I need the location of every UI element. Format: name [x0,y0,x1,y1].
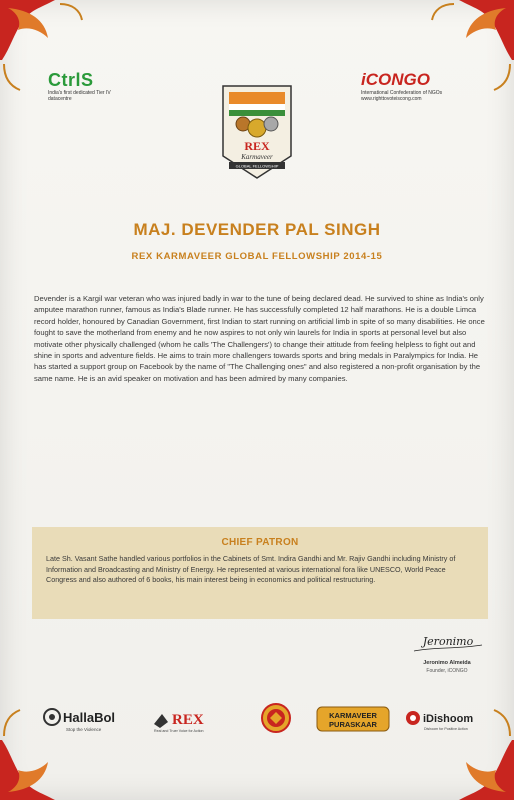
ctrls-logo [48,70,118,102]
ctrls-logo-tagline: India's first dedicated Tier IV datacentre [48,90,111,102]
icongo-logo [361,70,476,102]
signatory-role: Founder, iCONGO [426,668,468,674]
citation-text: Devender is a Kargil war veteran who was injured badly in war to the tune of being declared dead. He survived to shine as India's only amputee marathon runner, famous as India's Blade runner. He has successfully completed 12 half marathons. He is a double Limca record holder, honoured by Canadian Government, first Indian to start running on artificial limb in spite of so many disabilities. He once fought to save the motherland from enemy and he now aspires to not only win laurels for India in sports at personal level but also motivate other physically challenged (whom he calls 'The Challengers') to change their attitude from feeling helpless to fight out and shine in sports and adventure fields. He aims to train more challengers towards sports and bring medals in Paralympics for India. He has started a support group on Facebook by the name of "The Challenging ones" and also registered a non-profit organisation by the same name. He is an avid speaker on motivation and has been admired by many companies. [34,294,485,383]
signature-script: Jeronimo [422,635,474,648]
hallabol-tagline: Stop the Violence [66,727,102,732]
karma-line1: KARMAVEER [329,711,377,720]
signature [408,627,488,657]
emblem-name: Karmaveer [241,153,273,161]
round-badge-logo [252,702,300,736]
karmaveer-puraskaar-logo [316,702,390,736]
karmaveer-emblem [219,82,295,182]
karma-line2: PURASKAAR [329,720,377,729]
hallabol-logo [42,702,132,736]
rex-logo [152,702,227,736]
chief-patron-box [32,527,488,619]
rex-name: REX [172,712,204,728]
icongo-logo-line1: International Confederation of NGOs [361,90,443,96]
ctrls-logo-name: CtrlS [48,70,94,90]
chief-patron-heading: CHIEF PATRON [221,537,299,548]
rex-tagline: Real and Truer Voice for Action [154,729,204,733]
icongo-logo-name: iCONGO [361,70,430,89]
recipient-name: MAJ. DEVENDER PAL SINGH [133,220,381,239]
idishoom-name: iDishoom [423,713,474,725]
hallabol-name: HallaBol [63,710,116,725]
signatory-name: Jeronimo Almeida [423,660,471,666]
idishoom-tagline: Dishoom for Positive Action [424,727,468,731]
icongo-logo-line2: www.righttovoteiscong.com [361,96,422,102]
idishoom-logo [404,702,486,736]
emblem-band: GLOBAL FELLOWSHIP [235,163,279,169]
chief-patron-text: Late Sh. Vasant Sathe handled various portfolios in the Cabinets of Smt. Indira Gandhi and Mr. Rajiv Gandhi including Ministry of Information and Broadcasting and Ministry of Energy. He represented at various international fora like UNESCO, World Peace Congress and also authored of 6 books, his main interest being in economics and political restructuring. [46,554,456,584]
emblem-brand: REX [244,139,270,153]
award-name: REX KARMAVEER GLOBAL FELLOWSHIP 2014-15 [131,251,383,262]
